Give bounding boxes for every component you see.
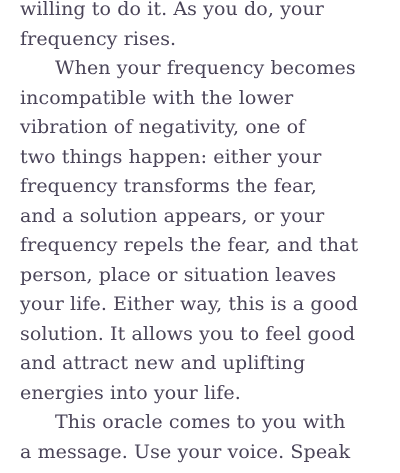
text-line: frequency rises.	[20, 27, 177, 50]
text-line: and attract new and uplifting	[20, 352, 306, 374]
text-line: a message. Use your voice. Speak	[20, 440, 351, 463]
text-line: your life. Either way, this is a good	[20, 293, 358, 315]
text-line: vibration of negativity, one of	[20, 116, 306, 138]
text-line: and a solution appears, or your	[20, 204, 325, 227]
text-line: person, place or situation leaves	[20, 263, 337, 286]
text-line: solution. It allows you to feel good	[20, 322, 356, 345]
text-line: willing to do it. As you do, your	[20, 0, 324, 20]
text-line-paragraph-start: When your frequency becomes	[55, 57, 356, 79]
text-line: two things happen: either your	[20, 145, 322, 168]
text-line: energies into your life.	[20, 381, 241, 404]
text-line-paragraph-start: This oracle comes to you with	[55, 411, 346, 433]
body-text	[20, 0, 395, 467]
text-line: frequency repels the fear, and that	[20, 234, 359, 256]
text-line: frequency transforms the fear,	[20, 175, 317, 197]
text-line: incompatible with the lower	[20, 86, 294, 109]
